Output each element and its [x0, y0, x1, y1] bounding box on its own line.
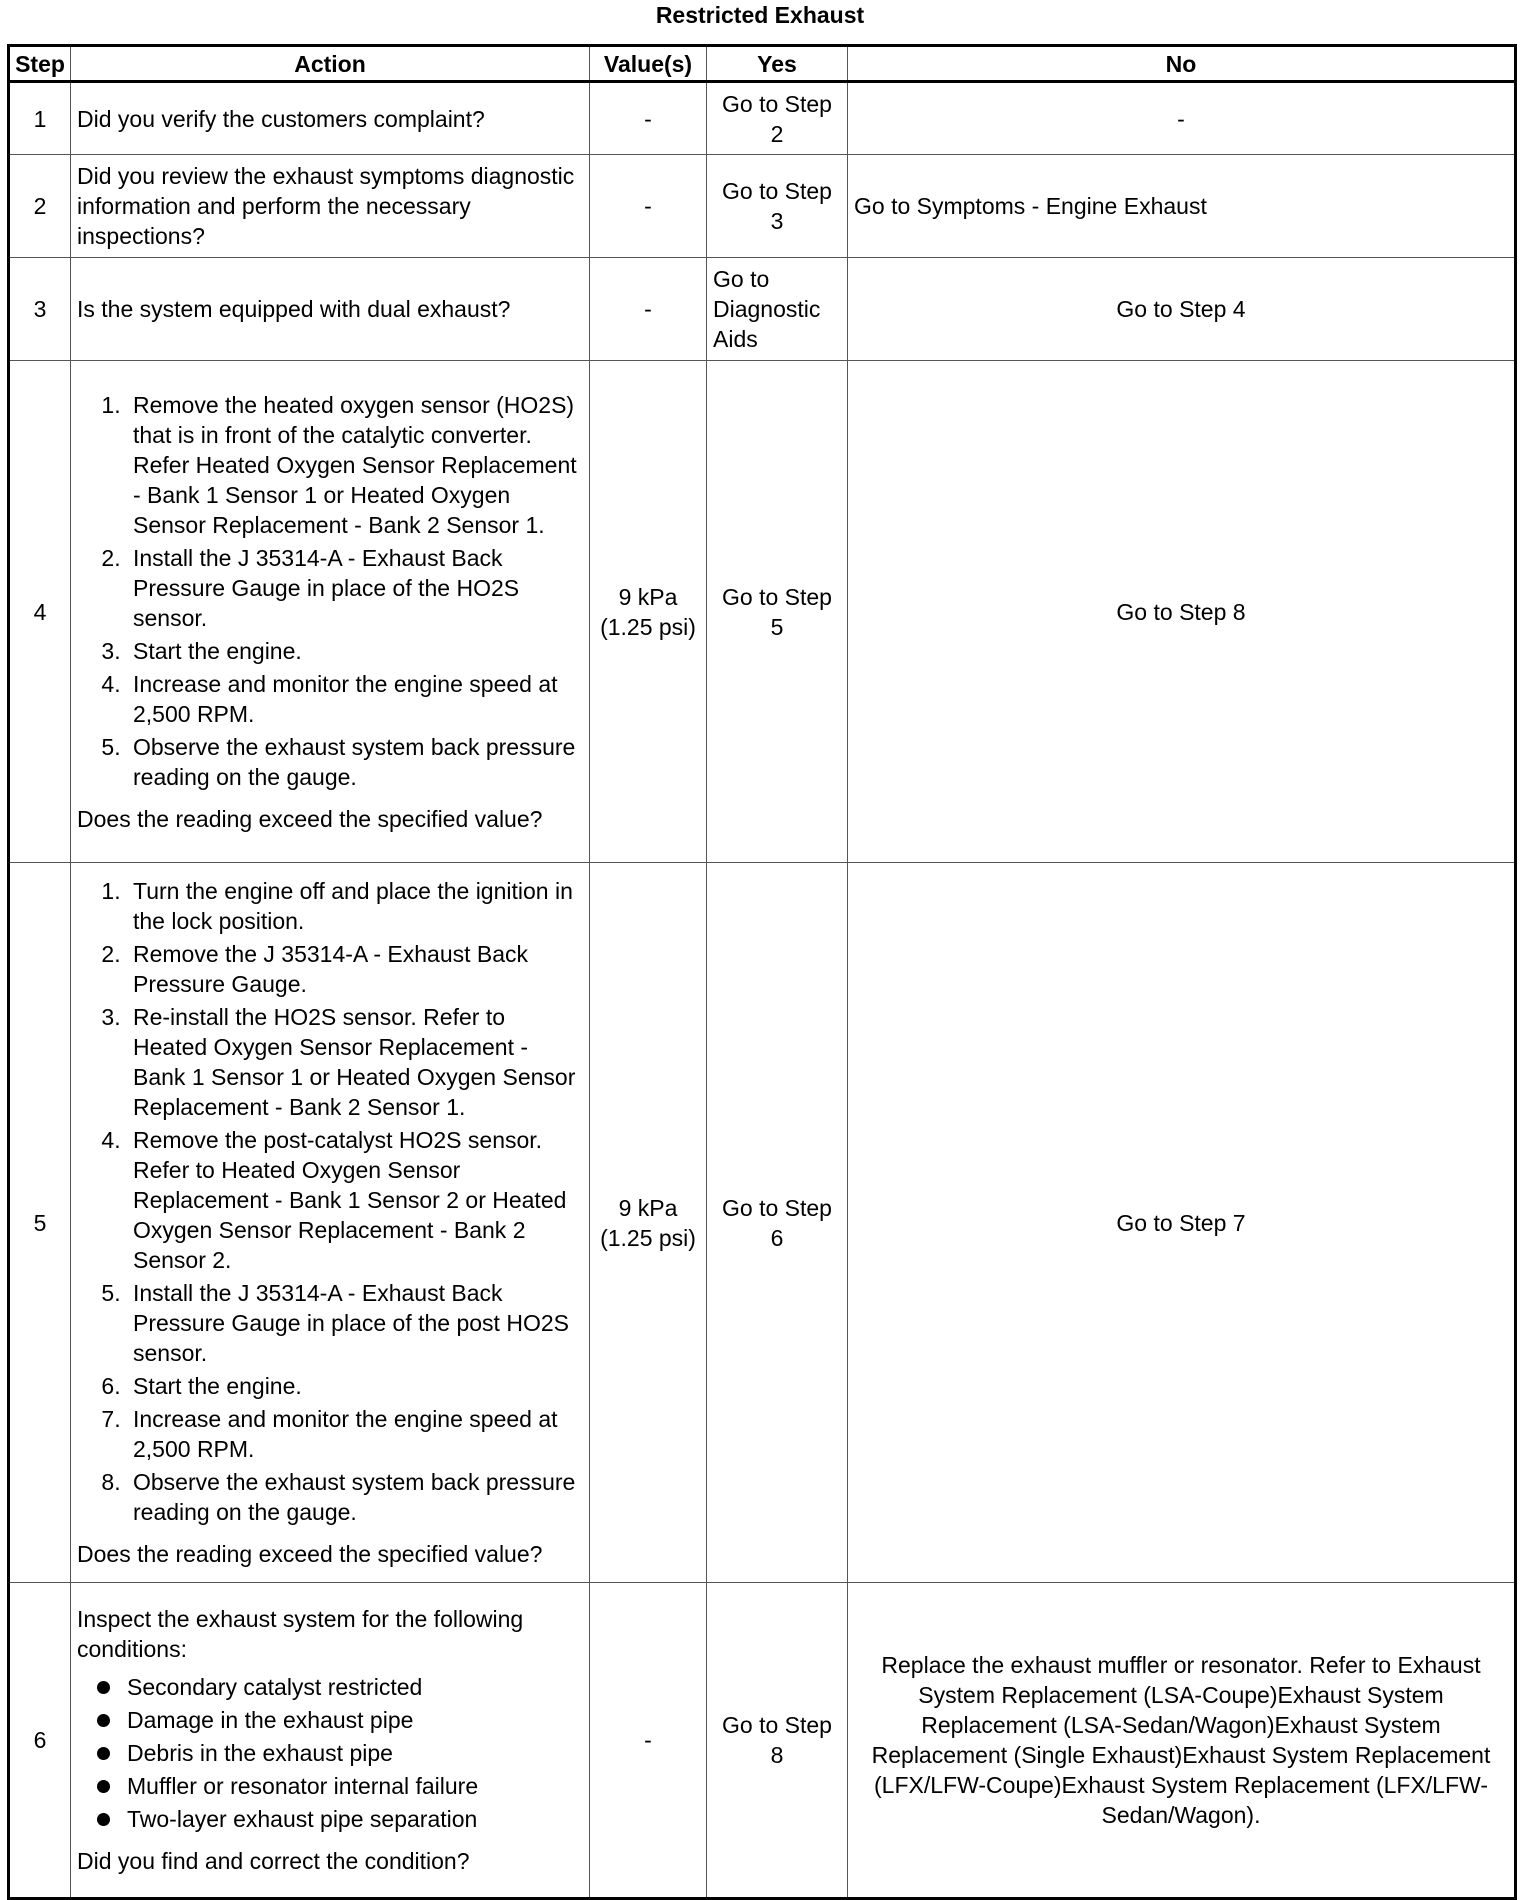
- procedure-item: 3. Start the engine.: [127, 636, 583, 666]
- diagnostic-table: [7, 44, 1517, 1900]
- procedure-item: 2. Install the J 35314-A - Exhaust Back Pressure Gauge in place of the HO2S sensor.: [127, 543, 583, 633]
- question-text: Did you find and correct the condition?: [77, 1848, 470, 1874]
- table-row: [9, 82, 1516, 155]
- yes-cell: Go to Step 5: [707, 361, 848, 863]
- value-psi: (1.25 psi): [600, 613, 696, 640]
- table-row: [9, 155, 1516, 258]
- table-row: [9, 1583, 1516, 1899]
- no-cell: Go to Step 7: [848, 863, 1516, 1583]
- action-cell: [71, 863, 590, 1583]
- condition-item: Two-layer exhaust pipe separation: [127, 1804, 583, 1834]
- step-number: 6: [9, 1583, 71, 1899]
- step-number: 3: [9, 258, 71, 361]
- no-cell: -: [848, 82, 1516, 155]
- value-cell: -: [590, 155, 707, 258]
- no-cell: Go to Step 8: [848, 361, 1516, 863]
- procedure-list: [77, 876, 583, 1527]
- condition-item: Muffler or resonator internal failure: [127, 1771, 583, 1801]
- condition-item: Damage in the exhaust pipe: [127, 1705, 583, 1735]
- value-cell: -: [590, 258, 707, 361]
- procedure-list: [77, 390, 583, 792]
- procedure-item: 5. Install the J 35314-A - Exhaust Back Pressure Gauge in place of the post HO2S sensor.: [127, 1278, 583, 1368]
- value-cell: [590, 361, 707, 863]
- header-yes: Yes: [707, 46, 848, 82]
- value-cell: -: [590, 82, 707, 155]
- no-cell: Replace the exhaust muffler or resonator. Refer to Exhaust System Replacement (LSA-Coupe)Exhaust System Replacement (LSA-Sedan/Wagon)Exhaust System Replacement (Single Exhaust)Exhaust System Replacement (LFX/LFW-Coupe)Exhaust System Replacement (LFX/LFW-Sedan/Wagon).: [848, 1583, 1516, 1899]
- value-kpa: 9 kPa: [618, 1194, 678, 1221]
- procedure-item: 7. Increase and monitor the engine speed at 2,500 RPM.: [127, 1404, 583, 1464]
- procedure-item: 1. Remove the heated oxygen sensor (HO2S) that is in front of the catalytic converter. Refer Heated Oxygen Sensor Replacement - Bank 1 Sensor 1 or Heated Oxygen Sensor Replacement - Bank 2 Sensor 1.: [127, 390, 583, 540]
- step-number: 4: [9, 361, 71, 863]
- yes-cell: Go to Step 3: [707, 155, 848, 258]
- header-no: No: [848, 46, 1516, 82]
- procedure-item: 5. Observe the exhaust system back pressure reading on the gauge.: [127, 732, 583, 792]
- step-number: 1: [9, 82, 71, 155]
- header-step: Step: [9, 46, 71, 82]
- header-values: Value(s): [590, 46, 707, 82]
- procedure-item: 3. Re-install the HO2S sensor. Refer to Heated Oxygen Sensor Replacement - Bank 1 Sensor 1 or Heated Oxygen Sensor Replacement - Bank 2 Sensor 1.: [127, 1002, 583, 1122]
- yes-cell: Go to Step 2: [707, 82, 848, 155]
- yes-cell: Go to Diagnostic Aids: [707, 258, 848, 361]
- procedure-item: 4. Increase and monitor the engine speed at 2,500 RPM.: [127, 669, 583, 729]
- action-cell: [71, 1583, 590, 1899]
- no-cell: Go to Step 4: [848, 258, 1516, 361]
- procedure-item: 2. Remove the J 35314-A - Exhaust Back Pressure Gauge.: [127, 939, 583, 999]
- procedure-item: 1. Turn the engine off and place the ignition in the lock position.: [127, 876, 583, 936]
- question-text: Does the reading exceed the specified value?: [77, 805, 543, 832]
- step-number: 5: [9, 863, 71, 1583]
- value-psi: (1.25 psi): [600, 1224, 696, 1251]
- condition-item: Secondary catalyst restricted: [127, 1672, 583, 1702]
- yes-cell: Go to Step 6: [707, 863, 848, 1583]
- condition-list: [77, 1672, 583, 1834]
- condition-item: Debris in the exhaust pipe: [127, 1738, 583, 1768]
- yes-cell: Go to Step 8: [707, 1583, 848, 1899]
- intro-text: Inspect the exhaust system for the following conditions:: [77, 1606, 524, 1662]
- procedure-item: 6. Start the engine.: [127, 1371, 583, 1401]
- value-cell: [590, 863, 707, 1583]
- value-kpa: 9 kPa: [618, 583, 678, 610]
- table-row: [9, 361, 1516, 863]
- question-text: Does the reading exceed the specified value?: [77, 1541, 543, 1567]
- step-number: 2: [9, 155, 71, 258]
- procedure-item: 8. Observe the exhaust system back pressure reading on the gauge.: [127, 1467, 583, 1527]
- procedure-item: 4. Remove the post-catalyst HO2S sensor. Refer to Heated Oxygen Sensor Replacement - Bank 1 Sensor 2 or Heated Oxygen Sensor Replacement - Bank 2 Sensor 2.: [127, 1125, 583, 1275]
- header-row: [9, 46, 1516, 82]
- table-row: [9, 258, 1516, 361]
- no-cell: Go to Symptoms - Engine Exhaust: [848, 155, 1516, 258]
- action-text: Did you review the exhaust symptoms diagnostic information and perform the necessary inspections?: [71, 155, 590, 258]
- header-action: Action: [71, 46, 590, 82]
- table-row: [9, 863, 1516, 1583]
- action-text: Is the system equipped with dual exhaust?: [71, 258, 590, 361]
- document-title: Restricted Exhaust: [655, 2, 865, 28]
- action-cell: [71, 361, 590, 863]
- action-text: Did you verify the customers complaint?: [71, 82, 590, 155]
- value-cell: -: [590, 1583, 707, 1899]
